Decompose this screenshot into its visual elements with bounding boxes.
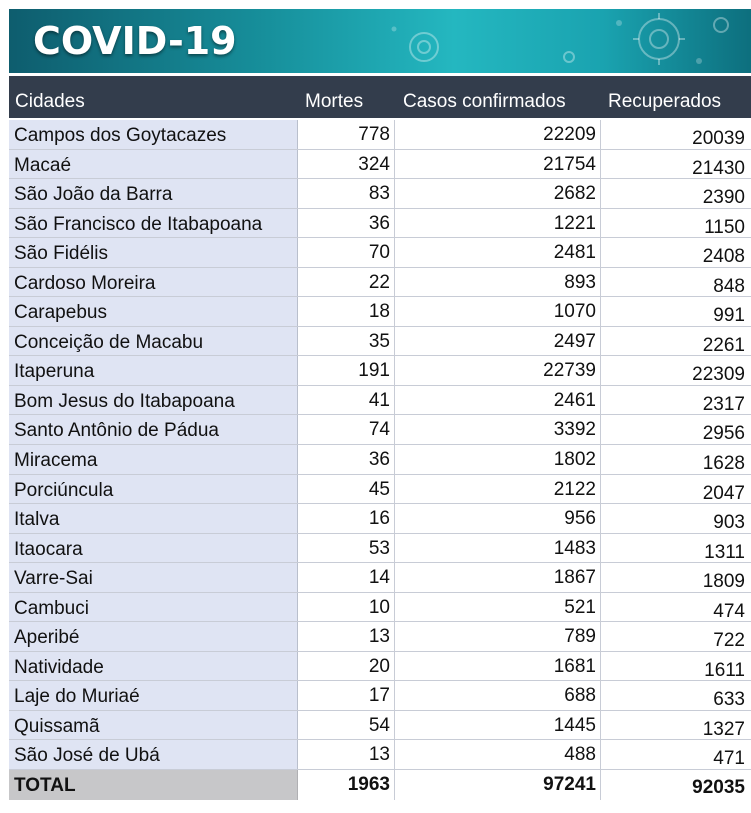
confirmed-value: 1802 <box>395 445 601 474</box>
covid-banner <box>9 9 751 73</box>
deaths-value: 36 <box>298 445 395 474</box>
city-name: Carapebus <box>9 297 298 326</box>
confirmed-value: 956 <box>395 504 601 533</box>
recovered-value: 1311 <box>704 541 745 563</box>
city-name: Natividade <box>9 652 298 681</box>
table-row <box>9 356 751 386</box>
table-row <box>9 622 751 652</box>
deaths-value: 74 <box>298 415 395 444</box>
recovered-value: 722 <box>713 630 745 652</box>
confirmed-value: 22209 <box>395 120 601 149</box>
recovered-value: 1150 <box>704 216 745 238</box>
table-row <box>9 386 751 416</box>
deaths-value: 36 <box>298 209 395 238</box>
deaths-value: 13 <box>298 622 395 651</box>
recovered-value: 1327 <box>702 718 745 740</box>
header-recovered: Recuperados <box>608 91 722 112</box>
deaths-value: 35 <box>298 327 395 356</box>
confirmed-value: 2481 <box>395 238 601 267</box>
confirmed-value: 2461 <box>395 386 601 415</box>
city-name: Macaé <box>9 150 298 179</box>
table-row <box>9 150 751 180</box>
confirmed-value: 1867 <box>395 563 601 592</box>
deaths-value: 10 <box>298 593 395 622</box>
total-recovered: 92035 <box>692 777 745 799</box>
banner-title: COVID-19 <box>33 19 237 63</box>
confirmed-value: 1483 <box>395 534 601 563</box>
confirmed-value: 1221 <box>395 209 601 238</box>
recovered-value: 1628 <box>702 453 745 475</box>
city-name: Bom Jesus do Itabapoana <box>9 386 298 415</box>
confirmed-value: 21754 <box>395 150 601 179</box>
table-row <box>9 238 751 268</box>
table-row <box>9 534 751 564</box>
confirmed-value: 1445 <box>395 711 601 740</box>
city-name: São José de Ubá <box>9 740 298 769</box>
recovered-value: 20039 <box>692 128 745 149</box>
confirmed-value: 1070 <box>395 297 601 326</box>
deaths-value: 18 <box>298 297 395 326</box>
confirmed-value: 789 <box>395 622 601 651</box>
city-name: Itaperuna <box>9 356 298 385</box>
city-name: Itaocara <box>9 534 298 563</box>
table-row <box>9 563 751 593</box>
recovered-value: 2408 <box>702 246 745 268</box>
confirmed-value: 688 <box>395 681 601 710</box>
city-name: Porciúncula <box>9 475 298 504</box>
table-row <box>9 740 751 770</box>
table-row <box>9 475 751 505</box>
header-city: Cidades <box>15 91 85 112</box>
recovered-value: 2047 <box>702 482 745 504</box>
total-row <box>9 770 751 800</box>
table-header <box>9 76 751 118</box>
city-name: Cambuci <box>9 593 298 622</box>
confirmed-value: 893 <box>395 268 601 297</box>
city-name: São João da Barra <box>9 179 298 208</box>
city-name: Varre-Sai <box>9 563 298 592</box>
city-name: Campos dos Goytacazes <box>9 120 298 149</box>
recovered-value: 21430 <box>692 157 745 179</box>
confirmed-value: 3392 <box>395 415 601 444</box>
recovered-value: 2390 <box>702 187 745 209</box>
city-name: Italva <box>9 504 298 533</box>
city-name: São Fidélis <box>9 238 298 267</box>
deaths-value: 41 <box>298 386 395 415</box>
recovered-value: 2261 <box>702 334 745 356</box>
table-row <box>9 268 751 298</box>
recovered-value: 633 <box>713 689 745 711</box>
deaths-value: 54 <box>298 711 395 740</box>
deaths-value: 778 <box>298 120 395 149</box>
recovered-value: 2317 <box>702 393 745 415</box>
table-row <box>9 415 751 445</box>
confirmed-value: 521 <box>395 593 601 622</box>
recovered-value: 2956 <box>702 423 745 445</box>
table-row <box>9 179 751 209</box>
total-confirmed: 97241 <box>395 770 601 800</box>
total-label: TOTAL <box>9 770 298 800</box>
city-name: Laje do Muriaé <box>9 681 298 710</box>
confirmed-value: 488 <box>395 740 601 769</box>
confirmed-value: 2122 <box>395 475 601 504</box>
confirmed-value: 2682 <box>395 179 601 208</box>
recovered-value: 1809 <box>702 571 745 593</box>
recovered-value: 848 <box>713 275 745 297</box>
data-table <box>9 120 751 800</box>
table-row <box>9 120 751 150</box>
deaths-value: 53 <box>298 534 395 563</box>
deaths-value: 83 <box>298 179 395 208</box>
city-name: Miracema <box>9 445 298 474</box>
city-name: Santo Antônio de Pádua <box>9 415 298 444</box>
table-row <box>9 504 751 534</box>
table-row <box>9 711 751 741</box>
city-name: Aperibé <box>9 622 298 651</box>
city-name: Quissamã <box>9 711 298 740</box>
recovered-value: 903 <box>713 512 745 534</box>
deaths-value: 17 <box>298 681 395 710</box>
deaths-value: 16 <box>298 504 395 533</box>
recovered-value: 474 <box>713 600 745 622</box>
recovered-value: 471 <box>713 748 745 770</box>
deaths-value: 45 <box>298 475 395 504</box>
deaths-value: 191 <box>298 356 395 385</box>
table-row <box>9 681 751 711</box>
confirmed-value: 22739 <box>395 356 601 385</box>
table-row <box>9 209 751 239</box>
recovered-value: 1611 <box>704 659 745 681</box>
recovered-value: 22309 <box>692 364 745 386</box>
header-confirmed: Casos confirmados <box>403 91 566 112</box>
deaths-value: 22 <box>298 268 395 297</box>
city-name: Cardoso Moreira <box>9 268 298 297</box>
confirmed-value: 1681 <box>395 652 601 681</box>
deaths-value: 13 <box>298 740 395 769</box>
table-row <box>9 297 751 327</box>
deaths-value: 20 <box>298 652 395 681</box>
deaths-value: 324 <box>298 150 395 179</box>
table-row <box>9 652 751 682</box>
deaths-value: 14 <box>298 563 395 592</box>
deaths-value: 70 <box>298 238 395 267</box>
recovered-value: 991 <box>713 305 745 327</box>
table-row <box>9 445 751 475</box>
city-name: São Francisco de Itabapoana <box>9 209 298 238</box>
table-row <box>9 593 751 623</box>
confirmed-value: 2497 <box>395 327 601 356</box>
header-deaths: Mortes <box>305 91 364 112</box>
table-row <box>9 327 751 357</box>
city-name: Conceição de Macabu <box>9 327 298 356</box>
total-deaths: 1963 <box>298 770 395 800</box>
